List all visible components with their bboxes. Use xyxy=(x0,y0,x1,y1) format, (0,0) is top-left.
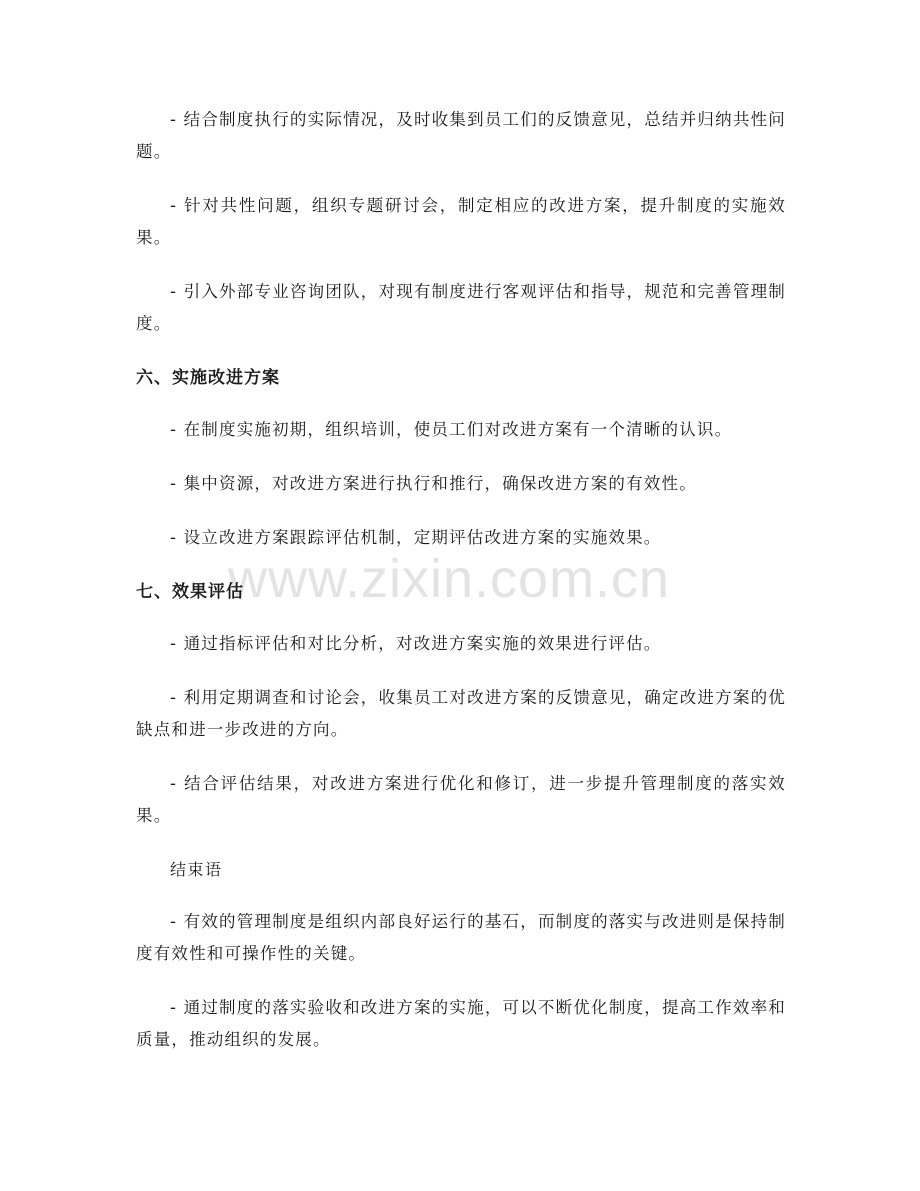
section-heading-six: 六、实施改进方案 xyxy=(136,368,280,388)
list-item: - 设立改进方案跟踪评估机制，定期评估改进方案的实施效果。 xyxy=(170,528,662,547)
list-item: - 利用定期调查和讨论会，收集员工对改进方案的反馈意见，确定改进方案的优缺点和进一步改进的方向。 xyxy=(136,688,786,739)
list-item: - 引入外部专业咨询团队，对现有制度进行客观评估和指导，规范和完善管理制度。 xyxy=(136,282,786,333)
document-body xyxy=(136,104,786,1078)
section-heading-seven: 七、效果评估 xyxy=(136,582,244,602)
watermark: www.zixin.com.cn xyxy=(228,549,671,609)
list-item: - 在制度实施初期，组织培训，使员工们对改进方案有一个清晰的认识。 xyxy=(170,420,733,439)
list-item: - 通过制度的落实验收和改进方案的实施，可以不断优化制度，提高工作效率和质量，推动组织的发展。 xyxy=(136,998,786,1049)
list-item: - 结合制度执行的实际情况，及时收集到员工们的反馈意见，总结并归纳共性问题。 xyxy=(136,110,786,161)
list-item: - 针对共性问题，组织专题研讨会，制定相应的改进方案，提升制度的实施效果。 xyxy=(136,196,786,247)
list-item: - 集中资源，对改进方案进行执行和推行，确保改进方案的有效性。 xyxy=(170,474,697,493)
list-item: - 有效的管理制度是组织内部良好运行的基石，而制度的落实与改进则是保持制度有效性和可操作性的关键。 xyxy=(136,912,786,963)
conclusion-heading: 结束语 xyxy=(170,860,223,879)
list-item: - 通过指标评估和对比分析，对改进方案实施的效果进行评估。 xyxy=(170,634,662,653)
list-item: - 结合评估结果，对改进方案进行优化和修订，进一步提升管理制度的落实效果。 xyxy=(136,774,786,825)
